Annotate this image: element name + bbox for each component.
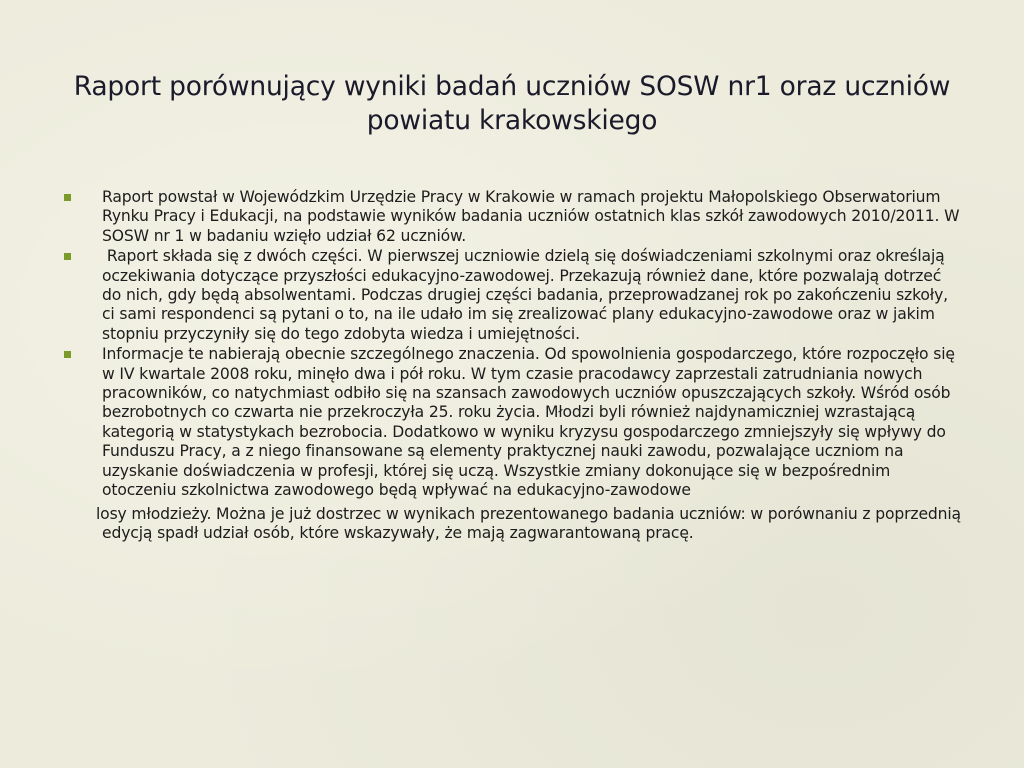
bullet-text: Informacje te nabierają obecnie szczególnego znaczenia. Od spowolnienia gospodarczego, które rozpoczęło się w IV kwartale 2008 roku, minęło dwa i pół roku. W tym czasie pracodawcy zaprzestali zatrudniania nowych pracowników, co natychmiast odbiło się na szansach zawodowych uczniów opuszczających szkoły. Wśród osób bezrobotnych co czwarta nie przekroczyła 25. roku życia. Młodzi byli również najdynamiczniej wzrastającą kategorią w statystykach bezrobocia. Dodatkowo w wyniku kryzysu gospodarczego zmniejszyły się wpływy do Funduszu Pracy, a z niego finansowane są elementy praktycznej nauki zawodu, pozwalające uczniom na uzyskanie doświadczenia w profesji, której się uczą. Wszystkie zmiany dokonujące się w bezpośrednim otoczeniu szkolnictwa zawodowego będą wpływać na edukacyjno-zawodowe bbox=[102, 345, 955, 500]
bullet-list bbox=[0, 188, 1024, 543]
bullet-text: Raport składa się z dwóch części. W pierwszej uczniowie dzielą się doświadczeniami szkolnymi oraz określają oczekiwania dotyczące przyszłości edukacyjno-zawodowej. Przekazują również dane, które pozwalają dotrzeć do nich, gdy będą absolwentami. Podczas drugiej części badania, przeprowadzanej rok po zakończeniu szkoły, ci sami respondenci są pytani o to, na ile udało im się zrealizować plany edukacyjno-zawodowe oraz w jakim stopniu przyczyniły się do tego zdobyta wiedza i umiejętności. bbox=[102, 247, 953, 343]
square-bullet-icon bbox=[64, 194, 71, 201]
bullet-item bbox=[0, 345, 1024, 500]
bullet-item bbox=[0, 188, 1024, 246]
bullet-item bbox=[0, 247, 1024, 344]
bullet-text: Raport powstał w Wojewódzkim Urzędzie Pracy w Krakowie w ramach projektu Małopolskiego Obserwatorium Rynku Pracy i Edukacji, na podstawie wyników badania uczniów ostatnich klas szkół zawodowych 2010/2011. W SOSW nr 1 w badaniu wzięło udział 62 uczniów. bbox=[102, 188, 960, 245]
square-bullet-icon bbox=[64, 351, 71, 358]
slide-title: Raport porównujący wyniki badań uczniów SOSW nr1 oraz uczniów powiatu krakowskiego bbox=[73, 71, 951, 136]
bullet-continuation: losy młodzieży. Można je już dostrzec w wynikach prezentowanego badania uczniów: w porównaniu z poprzednią edycją spadł udział osób, które wskazywały, że mają zagwarantowaną pracę. bbox=[96, 504, 961, 542]
square-bullet-icon bbox=[64, 253, 71, 260]
